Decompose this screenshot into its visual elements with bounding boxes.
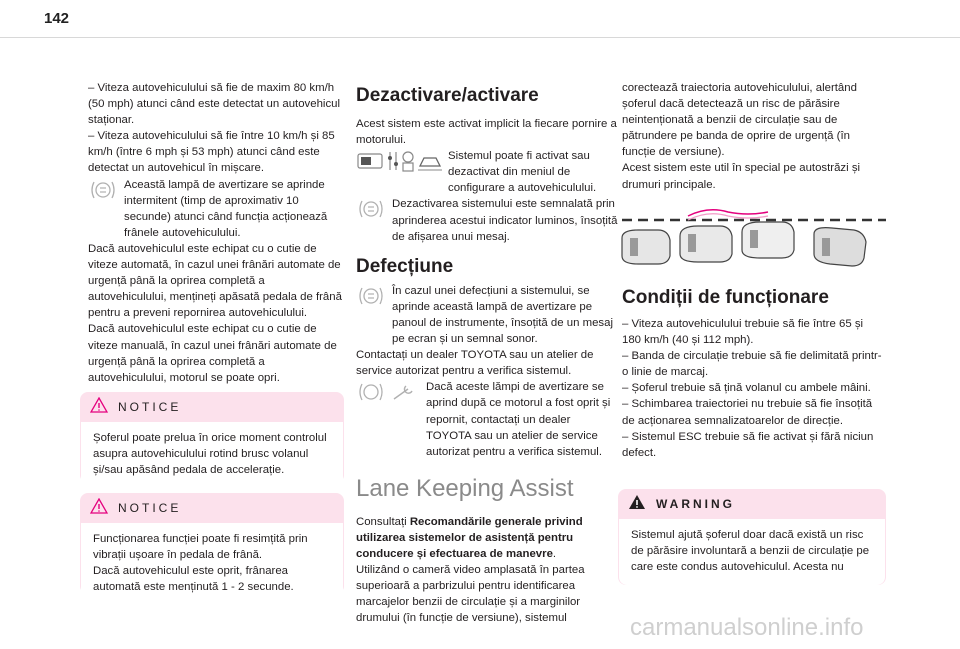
notice-text: Șoferul poate prelua în orice moment controlul asupra autovehiculului rotind brusc volanul și/sau apăsând pedala de accelerație.	[93, 432, 327, 477]
deactivation-indicator-text: Dezactivarea sistemului este semnalată prin aprinderea acestui indicator luminos, însoțită de afișarea unui mesaj.	[392, 198, 618, 243]
collision-warning-icon	[356, 196, 386, 227]
lamps-restart-text: Dacă aceste lămpi de avertizare se aprind după ce motorul a fost oprit și repornit, contactați un dealer TOYOTA sau un atelier de service autorizat pentru a verifica sistemul.	[426, 381, 611, 458]
lka-ref-link: Recomandările generale privind utilizarea sistemelor de asistență pentru conducere și efectuarea de manevre	[356, 515, 583, 560]
lane-keeping-illustration	[618, 208, 888, 268]
warning-header	[618, 489, 886, 519]
settings-icons	[356, 148, 442, 179]
notice-box-2	[80, 493, 344, 594]
column-3	[622, 80, 884, 193]
warning-box	[618, 489, 886, 585]
lka-ref-suffix: .	[552, 547, 557, 560]
section-heading-lka: Lane Keeping Assist	[356, 474, 574, 502]
column-1	[88, 80, 344, 386]
lka-ref-prefix: Consultați	[356, 515, 410, 528]
collision-warning-icon	[356, 283, 386, 314]
section-heading-deactivation: Dezactivare/activare	[356, 85, 539, 106]
notice-body	[81, 523, 343, 605]
notice-header	[80, 392, 344, 422]
condition-hands: – Șoferul trebuie să țină volanul cu ambele mâini.	[622, 382, 871, 395]
manual-gearbox-text: Dacă autovehiculul este echipat cu o cutie de viteze manuală, în cazul unei frânări automate de urgență până la oprirea completă a autovehiculului, motorul se poate opri.	[88, 323, 337, 384]
collision-warning-icon	[88, 177, 118, 208]
notice-title: NOTICE	[118, 501, 182, 515]
column-3-lower	[622, 286, 884, 461]
notice-title: NOTICE	[118, 400, 182, 414]
contact-dealer-text: Contactați un dealer TOYOTA sau un atelier de service autorizat pentru a verifica sistemul.	[356, 349, 594, 378]
warning-text: Sistemul ajută șoferul doar dacă există un risc de părăsire involuntară a benzii de circulație pe care este condus autovehiculul. Acesta nu	[631, 529, 870, 574]
lamps-restart-line	[356, 379, 618, 459]
notice-body	[81, 422, 343, 488]
speed-condition-stationary: – Viteza autovehiculului să fie de maxim 80 km/h (50 mph) atunci când este detectat un autovehicul staționar.	[88, 82, 341, 127]
deactivation-indicator-line	[356, 196, 618, 244]
highway-text: Acest sistem este util în special pe autostrăzi și drumuri principale.	[622, 162, 861, 191]
warning-triangle-icon	[90, 498, 108, 519]
condition-speed: – Viteza autovehiculului trebuie să fie între 65 și 180 km/h (40 și 112 mph).	[622, 318, 864, 347]
notice-text: Funcționarea funcției poate fi resimțită prin vibrații ușoare în pedala de frână. Dacă autovehiculul este oprit, frânarea automată este menținută 1 - 2 secunde.	[93, 533, 308, 594]
condition-indicators: – Schimbarea traiectoriei nu trebuie să fie însoțită de acționarea semnalizatoarelor de direcție.	[622, 398, 873, 427]
warning-triangle-icon	[90, 397, 108, 418]
fault-line	[356, 283, 618, 347]
header-divider	[0, 37, 960, 38]
speed-condition-moving: – Viteza autovehiculului să fie între 10 km/h și 85 km/h (între 6 mph și 53 mph) atunci când este detectat un autovehicul în mișcare.	[88, 130, 335, 175]
config-menu-line	[356, 148, 618, 196]
default-activation-text: Acest sistem este activat implicit la fiecare pornire a motorului.	[356, 118, 617, 147]
warning-body	[619, 519, 885, 585]
condition-lane-marking: – Banda de circulație trebuie să fie delimitată printr-o linie de marcaj.	[622, 350, 882, 379]
condition-esc: – Sistemul ESC trebuie să fie activat și fără niciun defect.	[622, 430, 874, 459]
fault-text: În cazul unei defecțiuni a sistemului, se aprinde această lampă de avertizare pe panoul de instrumente, însoțită de un mesaj pe ecran și un semnal sonor.	[392, 284, 613, 346]
watermark: carmanualsonline.info	[630, 614, 864, 641]
page-number: 142	[44, 10, 70, 27]
brake-warning-line	[88, 177, 344, 241]
warning-triangle-icon	[628, 494, 646, 515]
brake-lamp-text: Această lampă de avertizare se aprinde intermitent (timp de aproximativ 10 secunde) atunci când funcția acționează frânele autovehiculului.	[124, 178, 328, 239]
wrench-icons	[356, 379, 420, 410]
warning-title: WARNING	[656, 497, 735, 511]
automatic-gearbox-text: Dacă autovehiculul este echipat cu o cutie de viteze automată, în cazul unei frânări automate de urgență până la oprirea completă a autovehiculului, mențineți apăsată pedala de frână pentru a preveni repornirea autovehiculului.	[88, 242, 342, 320]
lka-reference	[356, 514, 618, 562]
section-heading-conditions: Condiții de funcționare	[622, 287, 829, 308]
lka-camera-text: Utilizând o cameră video amplasată în partea superioară a parbrizului pentru identificarea marcajelor benzii de circulație și a marginilor drumului (în funcție de versiune), sistemul	[356, 564, 585, 625]
column-2	[356, 84, 618, 626]
notice-header	[80, 493, 344, 523]
config-menu-text: Sistemul poate fi activat sau dezactivat din meniul de configurare a autovehiculului.	[448, 150, 597, 195]
trajectory-text: corectează traiectoria autovehiculului, alertând șoferul dacă detectează un risc de părăsire neintenționată a benzii de circulație sau de pătrundere pe banda de oprire de urgență (în funcție de versiune).	[622, 82, 857, 159]
notice-box-1	[80, 392, 344, 483]
section-heading-fault: Defecțiune	[356, 255, 454, 277]
